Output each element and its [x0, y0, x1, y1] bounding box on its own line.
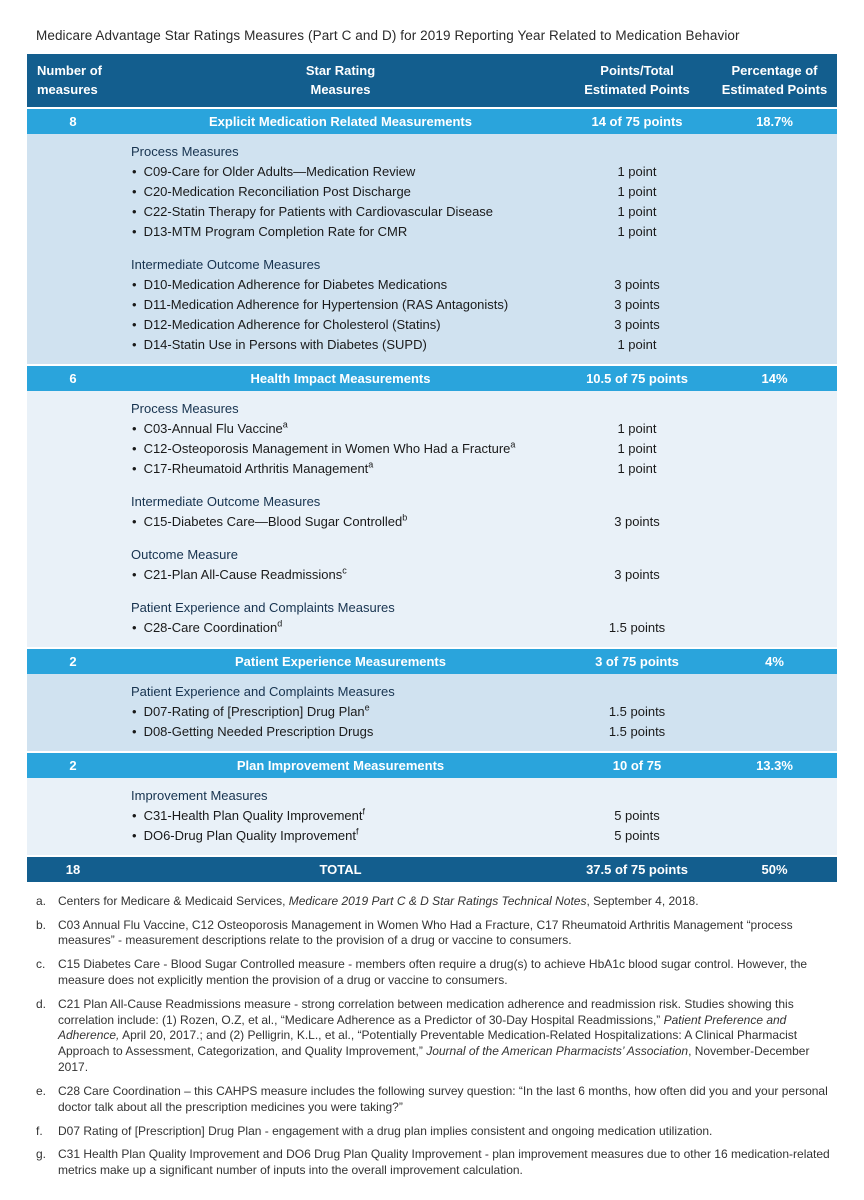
section-points: 10 of 75 [612, 757, 662, 773]
total-points: 37.5 of 75 points [586, 861, 688, 877]
col-header-line: Estimated Points [584, 81, 690, 97]
measure-label [119, 182, 562, 202]
footnote-plain-text: D07 Rating of [Prescription] Drug Plan - engagement with a drug plan implies consistent and ongoing medication utilization. [58, 1123, 713, 1138]
group-heading-label: Outcome Measure [131, 546, 238, 562]
footnote-marker: c [342, 565, 347, 576]
measure-group-heading [27, 598, 837, 618]
bullet-icon: • [132, 296, 137, 312]
footnote-italic-text: Patient Preference and Adherence, [58, 1012, 787, 1043]
footnote-letter: f. [36, 1123, 43, 1138]
measure-item [27, 565, 837, 585]
measure-text: C28-Care Coordination [143, 619, 278, 635]
footnote-plain-text: C03 Annual Flu Vaccine, C12 Osteoporosis Management in Women Who Had a Fracture, C17 Rheumatoid Arthritis Management “process measures” - measurement descriptions relate to the provision of a drug or vaccine to consumers. [58, 917, 793, 948]
measure-item [27, 419, 837, 439]
measure-text: C12-Osteoporosis Management in Women Who Had a Fracture [143, 440, 511, 456]
measure-text: C21-Plan All-Cause Readmissions [143, 566, 343, 582]
measure-text: C03-Annual Flu Vaccine [143, 420, 283, 436]
footnote [36, 1147, 836, 1179]
measure-label [119, 335, 562, 355]
section-header-row [27, 751, 837, 778]
footnote-marker: f [362, 806, 366, 817]
group-heading-label: Process Measures [131, 143, 239, 159]
measure-text: DO6-Drug Plan Quality Improvement [143, 827, 356, 843]
group-heading-label: Patient Experience and Complaints Measures [131, 599, 395, 615]
measure-label [119, 222, 562, 242]
measure-points: 1.5 points [608, 703, 666, 719]
table-header-row [27, 54, 837, 107]
measure-label [119, 315, 562, 335]
measure-text: C17-Rheumatoid Arthritis Management [143, 460, 369, 476]
section-body [27, 778, 837, 855]
footnote [36, 1084, 836, 1116]
measure-label [119, 565, 562, 585]
section-header-row [27, 107, 837, 134]
measure-text: D13-MTM Program Completion Rate for CMR [143, 223, 408, 239]
measure-group-heading [27, 492, 837, 512]
measure-group-heading [27, 545, 837, 565]
section-header-row [27, 364, 837, 391]
section-body [27, 391, 837, 647]
measure-points: 1 point [617, 420, 657, 436]
col-header-line: Number of [37, 63, 102, 78]
bullet-icon: • [132, 827, 137, 843]
footnote-plain-text: , September 4, 2018. [586, 893, 699, 908]
measure-item [27, 806, 837, 826]
measure-label [119, 439, 562, 459]
group-heading-label: Intermediate Outcome Measures [131, 493, 321, 509]
section-percentage: 4% [765, 653, 784, 669]
page-title: Medicare Advantage Star Ratings Measures (Part C and D) for 2019 Reporting Year Related to Medication Behavior [36, 28, 740, 43]
bullet-icon: • [132, 460, 137, 476]
measure-points: 1 point [617, 336, 657, 352]
section-title: Patient Experience Measurements [235, 653, 446, 669]
section-body [27, 674, 837, 751]
measure-item [27, 162, 837, 182]
footnote-letter: g. [36, 1147, 47, 1162]
footnote-marker: f [355, 826, 359, 837]
measure-text: D14-Statin Use in Persons with Diabetes (SUPD) [143, 336, 427, 352]
measure-text: D10-Medication Adherence for Diabetes Medications [143, 276, 448, 292]
measure-label [119, 826, 562, 846]
measure-item [27, 722, 837, 742]
footnote-text [58, 997, 836, 1076]
measure-group-heading [27, 786, 837, 806]
footnote-marker: d [277, 618, 283, 629]
measure-label [119, 419, 562, 439]
footnote-text [58, 1084, 836, 1116]
measure-group-heading [27, 399, 837, 419]
measure-points: 3 points [614, 566, 660, 582]
measure-points: 3 points [614, 296, 660, 312]
bullet-icon: • [132, 420, 137, 436]
section-header-row [27, 647, 837, 674]
footnote-letter: d. [36, 996, 47, 1011]
col-header-star-rating-measures [119, 62, 562, 100]
measure-points: 3 points [614, 276, 660, 292]
section-count: 8 [69, 113, 77, 129]
footnote-marker: b [402, 512, 408, 523]
footnote-text [58, 918, 836, 950]
footnote [36, 957, 836, 989]
measure-text: D08-Getting Needed Prescription Drugs [143, 723, 374, 739]
footnote-letter: b. [36, 917, 47, 932]
measure-text: C22-Statin Therapy for Patients with Cardiovascular Disease [143, 203, 494, 219]
measure-text: D11-Medication Adherence for Hypertension (RAS Antagonists) [143, 296, 509, 312]
footnote-italic-text: Journal of the American Pharmacists’ Association [426, 1044, 689, 1059]
footnote-marker: e [364, 702, 370, 713]
bullet-icon: • [132, 276, 137, 292]
measure-label [119, 162, 562, 182]
section-title: Explicit Medication Related Measurements [209, 113, 472, 129]
star-ratings-table [27, 54, 837, 882]
measure-points: 3 points [614, 316, 660, 332]
group-heading-label: Patient Experience and Complaints Measures [131, 683, 395, 699]
bullet-icon: • [132, 513, 137, 529]
footnote [36, 918, 836, 950]
measure-points: 5 points [614, 807, 660, 823]
section-count: 6 [69, 370, 77, 386]
footnote-plain-text: April 20, 2017.; and (2) Pelligrin, K.L., et al., “Potentially Preventable Medication-Related Hospitalizations: A Clinical Pharmacist Approach to Assessment, Categorization, and Quality Improvement,” [58, 1028, 798, 1059]
measure-text: D07-Rating of [Prescription] Drug Plan [143, 703, 365, 719]
section-count: 2 [69, 653, 77, 669]
measure-label [119, 459, 562, 479]
section-body [27, 134, 837, 364]
measure-item [27, 182, 837, 202]
footnote [36, 894, 836, 910]
col-header-line: Percentage of [731, 63, 818, 78]
bullet-icon: • [132, 619, 137, 635]
bullet-icon: • [132, 336, 137, 352]
measure-group-heading [27, 682, 837, 702]
measure-text: C31-Health Plan Quality Improvement [143, 807, 363, 823]
section-title: Health Impact Measurements [250, 370, 431, 386]
table-body [27, 107, 837, 855]
measure-item [27, 439, 837, 459]
section-points: 14 of 75 points [591, 113, 683, 129]
measure-text: C09-Care for Older Adults—Medication Review [143, 163, 416, 179]
footnote-plain-text: C28 Care Coordination – this CAHPS measure includes the following survey question: “In the last 6 months, how often did you and your personal doctor talk about all the prescription medicines you were taking?” [58, 1083, 828, 1114]
footnote-plain-text: Centers for Medicare & Medicaid Services, [58, 893, 289, 908]
col-header-line: Estimated Points [721, 81, 828, 97]
measure-group-heading [27, 255, 837, 275]
section-percentage: 13.3% [756, 757, 793, 773]
col-header-percentage [712, 62, 837, 100]
measure-item [27, 222, 837, 242]
col-header-line: Measures [310, 81, 371, 97]
section-points: 10.5 of 75 points [586, 370, 688, 386]
measure-item [27, 702, 837, 722]
footnote-plain-text: C31 Health Plan Quality Improvement and DO6 Drug Plan Quality Improvement - plan improvement measures due to other 16 medication-related metrics make up a significant number of inputs into the overall improvement calculation. [58, 1147, 830, 1178]
group-heading-label: Improvement Measures [131, 787, 268, 803]
measure-text: C20-Medication Reconciliation Post Discharge [143, 183, 411, 199]
measure-points: 1 point [617, 440, 657, 456]
measure-text: C15-Diabetes Care—Blood Sugar Controlled [143, 513, 403, 529]
col-header-line: measures [37, 81, 98, 97]
measure-item [27, 335, 837, 355]
footnote-text [58, 957, 836, 989]
measure-item [27, 826, 837, 846]
footnote-letter: c. [36, 957, 46, 972]
col-header-number-of-measures [27, 62, 119, 100]
measure-item [27, 618, 837, 638]
measure-label [119, 702, 562, 722]
measure-points: 1.5 points [608, 619, 666, 635]
measure-item [27, 202, 837, 222]
footnote-text [58, 1147, 836, 1179]
bullet-icon: • [132, 223, 137, 239]
footnote-text [58, 894, 836, 910]
group-heading-label: Intermediate Outcome Measures [131, 256, 321, 272]
total-row [27, 855, 837, 882]
measure-points: 5 points [614, 827, 660, 843]
measure-label [119, 618, 562, 638]
measure-points: 1 point [617, 203, 657, 219]
total-count: 18 [65, 861, 81, 877]
footnote-marker: a [510, 439, 516, 450]
section-points: 3 of 75 points [595, 653, 679, 669]
footnote [36, 997, 836, 1076]
total-percentage: 50% [761, 861, 788, 877]
measure-item [27, 295, 837, 315]
measure-label [119, 806, 562, 826]
bullet-icon: • [132, 316, 137, 332]
measure-text: D12-Medication Adherence for Cholesterol (Statins) [143, 316, 441, 332]
bullet-icon: • [132, 183, 137, 199]
col-header-line: Points/Total [600, 63, 674, 78]
total-label: TOTAL [319, 861, 362, 877]
bullet-icon: • [132, 440, 137, 456]
measure-item [27, 275, 837, 295]
bullet-icon: • [132, 163, 137, 179]
measure-points: 1 point [617, 163, 657, 179]
section-percentage: 14% [761, 370, 788, 386]
footnote-marker: a [368, 459, 374, 470]
measure-label [119, 512, 562, 532]
measure-group-heading [27, 142, 837, 162]
col-header-points-total [562, 62, 712, 100]
measure-points: 1 point [617, 460, 657, 476]
bullet-icon: • [132, 203, 137, 219]
bullet-icon: • [132, 566, 137, 582]
footnote-marker: a [282, 419, 288, 430]
measure-label [119, 202, 562, 222]
measure-points: 1 point [617, 183, 657, 199]
section-count: 2 [69, 757, 77, 773]
measure-points: 1 point [617, 223, 657, 239]
section-percentage: 18.7% [756, 113, 793, 129]
measure-label [119, 722, 562, 742]
measure-label [119, 275, 562, 295]
bullet-icon: • [132, 807, 137, 823]
footnote-plain-text: C21 Plan All-Cause Readmissions measure - strong correlation between medication adherence and readmission risk. Studies showing this correlation include: (1) Rozen, O.Z, et al., “Medicare Adherence as a Predictor of 30-Day Hospital Readmissions,” [58, 996, 794, 1027]
footnotes-section [36, 894, 836, 1179]
footnote-text [58, 1124, 836, 1140]
measure-label [119, 295, 562, 315]
measure-item [27, 315, 837, 335]
measure-points: 1.5 points [608, 723, 666, 739]
bullet-icon: • [132, 703, 137, 719]
bullet-icon: • [132, 723, 137, 739]
footnote-italic-text: Medicare 2019 Part C & D Star Ratings Technical Notes [288, 893, 587, 908]
measure-points: 3 points [614, 513, 660, 529]
measure-item [27, 459, 837, 479]
footnote-letter: a. [36, 893, 47, 908]
footnote-plain-text: , November-December 2017. [58, 1044, 810, 1075]
section-title: Plan Improvement Measurements [236, 757, 445, 773]
measure-item [27, 512, 837, 532]
footnote-letter: e. [36, 1083, 47, 1098]
group-heading-label: Process Measures [131, 400, 239, 416]
col-header-line: Star Rating [305, 63, 376, 78]
footnote [36, 1124, 836, 1140]
footnote-plain-text: C15 Diabetes Care - Blood Sugar Controlled measure - members often require a drug(s) to achieve HbA1c blood sugar control. However, the measure does not explicitly mention the provision of a drug or vaccine to consumers. [58, 957, 808, 987]
